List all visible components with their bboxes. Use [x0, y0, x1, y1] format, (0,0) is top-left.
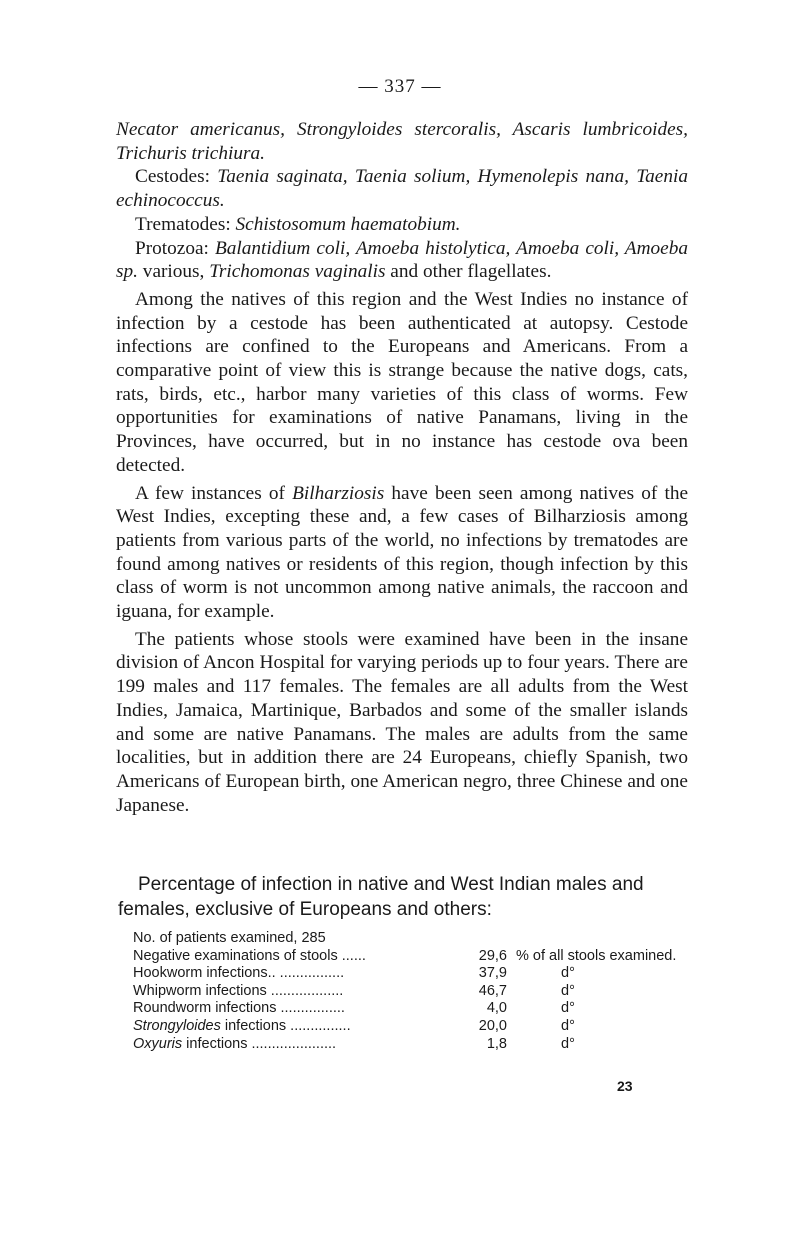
table-row	[133, 1036, 693, 1054]
protozoa-list: Balantidium coli, Amoeba histolytica, Amoeba coli, Amoeba sp.	[116, 237, 688, 283]
table-row	[133, 965, 693, 983]
protozoa-label: Protozoa:	[135, 237, 209, 259]
row-label	[133, 1036, 336, 1054]
ditto-mark: d°	[561, 1035, 575, 1052]
table-row	[133, 1000, 693, 1018]
species-list: Strongyloides stercoralis, Ascaris lumbricoides, Trichuris trichiura.	[116, 119, 689, 164]
row-label: Hookworm infections.. ................	[133, 965, 345, 982]
row-label: Roundworm infections ................	[133, 1000, 345, 1017]
table-row	[133, 1018, 693, 1036]
row-value: 20,0	[478, 1017, 507, 1034]
bilharziosis-text-a: A few instances of	[135, 482, 285, 504]
ditto-mark: d°	[561, 965, 575, 982]
table-row	[133, 948, 693, 966]
trematodes-line	[116, 213, 688, 237]
ditto-mark: d°	[561, 1017, 575, 1034]
table-row	[133, 930, 693, 948]
bilharziosis-term: Bilharziosis	[292, 482, 385, 504]
paragraph-patients: The patients whose stools were examined have been in the insane division of Ancon Hospital for varying periods up to four years. There are 199 males and 117 females. The females are all adults from the West Indies, Jamaica, Martinique, Barbados and some of the smaller islands and some are native Panamans. The males are adults from the same localities, but in addition there are 24 Europeans, chiefly Spanish, two Americans of European birth, one American negro, three Chinese and one Japanese.	[116, 628, 688, 816]
row-note: % of all stools examined.	[516, 947, 677, 964]
paragraph-bilharziosis	[116, 482, 688, 624]
protozoa-mid: various,	[142, 261, 205, 283]
paragraph-natives: Among the natives of this region and the West Indies no instance of infection by a cestode has been authenticated at autopsy. Cestode infections are confined to the Europeans and Americans. From a comparative point of view this is strange because the native dogs, cats, rats, birds, etc., harbor many varieties of this class of worms. Few opportunities for examinations of native Panamans, living in the Provinces, have occurred, but in no instance has cestode ova been detected.	[116, 288, 688, 476]
table-row	[133, 983, 693, 1001]
row-value: 46,7	[478, 982, 507, 999]
caption-text: Percentage of infection in native and West Indian males and females, exclusive of Europeans and others:	[118, 874, 644, 920]
cestodes-label: Cestodes:	[135, 166, 210, 188]
trematodes-list: Schistosomum haematobium.	[235, 213, 461, 235]
row-value: 37,9	[478, 965, 507, 982]
row-value: 1,8	[486, 1035, 507, 1052]
row-label: Negative examinations of stools ......	[133, 947, 366, 964]
nematodes-list	[116, 118, 688, 165]
ditto-mark: d°	[561, 1000, 575, 1017]
row-label-italic: Oxyuris	[133, 1035, 183, 1052]
protozoa-line	[116, 237, 688, 284]
row-label-italic: Strongyloides	[133, 1017, 221, 1034]
cestodes-line	[116, 165, 688, 212]
page-header: — 337 —	[358, 76, 442, 97]
row-label-rest: infections ...............	[220, 1017, 351, 1034]
protozoa-end: and other flagellates.	[390, 261, 552, 283]
row-label	[133, 1018, 351, 1036]
bilharziosis-text-b: have been seen among natives of the West Indies, excepting these and, a few cases of Bilharziosis among patients from various parts of the world, no infections by trematodes are found among natives or residents of this region, though infection by this class of worm is not uncommon among native animals, the raccoon and iguana, for example.	[116, 482, 689, 623]
row-label-rest: infections .....................	[182, 1035, 337, 1052]
trematodes-label: Trematodes:	[135, 213, 231, 235]
row-label: Whipworm infections ..................	[133, 982, 344, 999]
patients-examined: No. of patients examined, 285	[133, 930, 326, 946]
signature-mark: 23	[617, 1078, 633, 1094]
body-text	[116, 118, 688, 817]
protozoa-species: Trichomonas vaginalis	[209, 261, 386, 283]
cestodes-list: Taenia saginata, Taenia solium, Hymenolepis nana, Taenia echinococcus.	[116, 166, 688, 212]
row-value: 29,6	[478, 947, 507, 964]
infection-stats-table	[133, 930, 693, 1053]
table-caption	[118, 872, 698, 922]
row-value: 4,0	[486, 1000, 507, 1017]
ditto-mark: d°	[561, 982, 575, 999]
species-name: Necator americanus,	[116, 119, 285, 140]
